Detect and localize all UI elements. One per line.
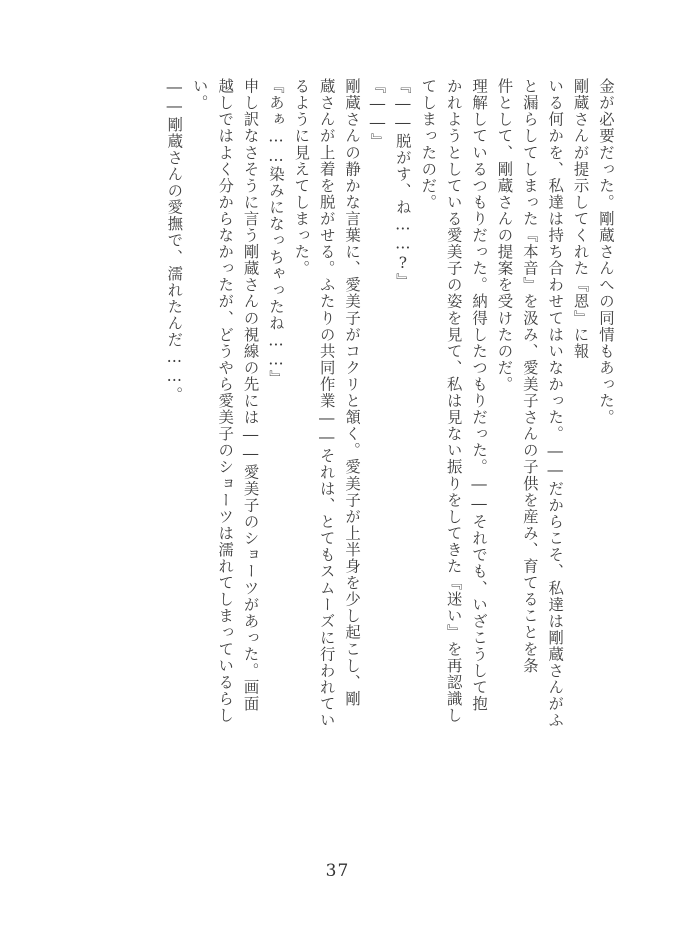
text-column: と漏らしてしまった『本音』を汲み、愛美子さんの子供を産み、育てることを条 [520,78,539,674]
text-column: かれようとしている愛美子の姿を見て、私は見ない振りをしてきた『迷い』を再認識し [444,78,463,724]
vertical-text-block [62,78,613,838]
text-column: 『――』 [368,78,387,150]
text-column: いる何かを、私達は持ち合わせてはいなかった。――だからこそ、私達は剛蔵さんがふ [546,78,565,729]
text-column: ――剛蔵さんの愛撫で、濡れたんだ……。 [165,78,184,403]
text-column: 蔵さんが上着を脱がせる。ふたりの共同作業――それは、とてもスムーズに行われてい [317,78,336,729]
page-number: 37 [325,861,350,881]
text-column: 金が必要だった。剛蔵さんへの同情もあった。 [597,78,615,426]
text-column: 剛蔵さんの静かな言葉に、愛美子がコクリと頷く。愛美子が上半身を少し起こし、剛 [343,78,362,707]
text-column: てしまったのだ。 [419,78,438,211]
text-column: 件として、剛蔵さんの提案を受けたのだ。 [495,78,514,393]
text-column: い。 [190,78,209,112]
text-column: 剛蔵さんが提示してくれた『恩』に報 [571,78,590,360]
text-column: 『――脱がす、ね……?』 [393,78,412,290]
text-column: 越しではよく分からなかったが、どうやら愛美子のショーツは濡れてしまっているらし [216,78,235,724]
text-column: 『あぁ……染みになっちゃったね……』 [266,78,285,387]
text-column: 理解しているつもりだった。納得したつもりだった。――それでも、いざこうして抱 [470,78,489,713]
text-column: 申し訳なさそうに言う剛蔵さんの視線の先には――愛美子のショーツがあった。画面 [241,78,260,713]
text-column: るように見えてしまった。 [292,78,311,277]
